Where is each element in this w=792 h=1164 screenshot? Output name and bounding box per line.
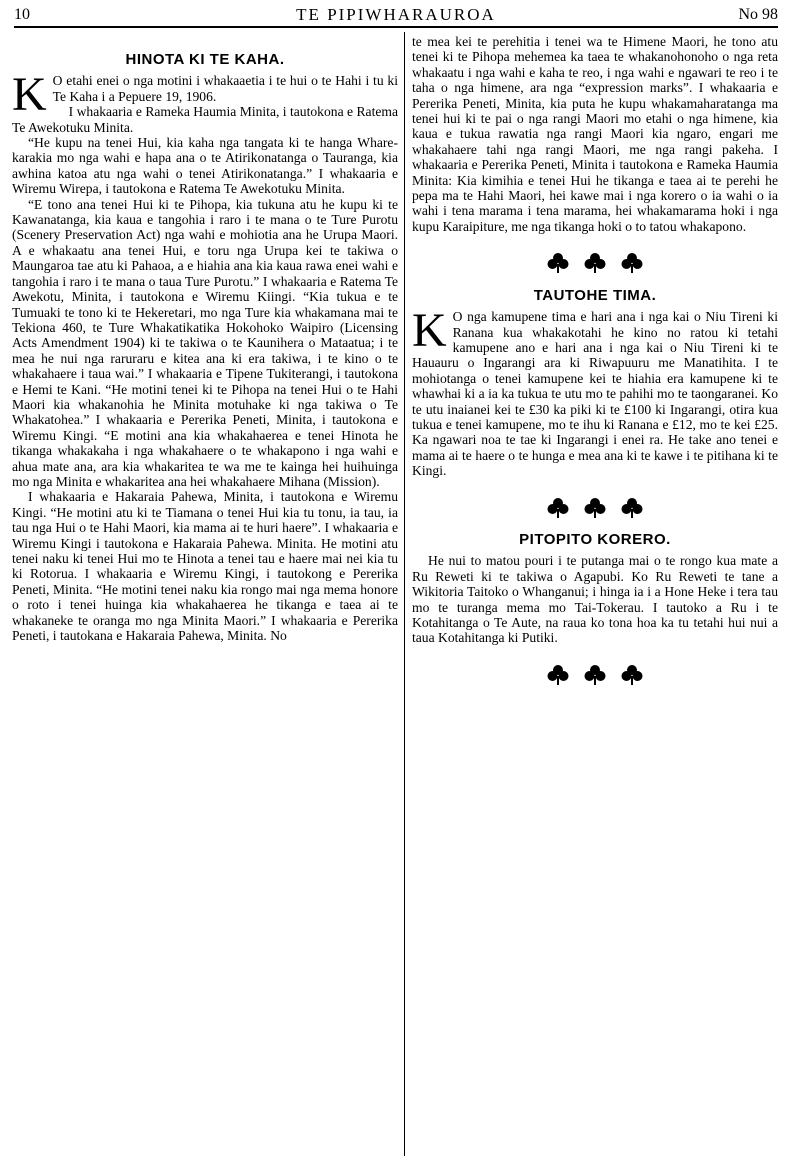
dropcap-letter: K (12, 68, 47, 122)
left-column (12, 34, 398, 643)
paragraph: “He kupu na tenei Hui, kia kaha nga tangata ki te hanga Whare-karakia mo nga wahi e hapa ana o te Atirikonatanga o Tauranga, kia awhina katoa atu nga wahi o tenei Atirikonatanga.” I whakaaria e Wiremu Wirepa, i tautokona e Ratema Te Awekotuku Minita. (12, 135, 398, 197)
paragraph: “E tono ana tenei Hui ki te Pihopa, kia tukuna atu he kupu ki te Kawanatanga, kia kaua e tangohia i raro i te mana o te Ture Purotu (Scenery Preservation Act) nga wahi e mohiotia ana he Urupa Maori. A e whakaatu ana tenei Hui, e toru nga Urupa kei te takiwa o Maungaroa tae atu ki Pahaoa, a e hiahia ana kia kaua rawa enei wahi e tangohia i raro i te mana o taua Ture Purotu.” I whakaaria e Ratema Te Awekotu, Minita, i tautokona e Wiremu Kiingi. “Kia tukua e te Tumuaki te tono ki te Hekeretari, mo nga Ture kia whakamana mai te Tekiona 460, te Ture Whakatikatika Hokohoko Waipiro (Licensing Acts Amendment 1904) ki te takiwa o te Kaunihera o Mataatua; i te mea he nui nga raruraru e kitea ana ki era takiwa, i te kino o te whakahaere i taua wai.” I whakaaria e Tipene Tukiterangi, i tautokona e Hemi te Kani. “He motini tenei ki te Pihopa na tenei Hui o te Hahi Maori kia whakanohia he Minita motuhake ki nga takiwa o Te Whakatohea.” I whakaaria e Pererika Peneti, Minita, i tautokona e Wiremu Kingi. “E motini ana kia whakahaerea e tenei Hinota he tikanga whakakaha i nga whakahaere o te whakapono i nga wahi e ahua mate ana, ara kia whakaritea te wa me te kainga hei huihuinga mo nga Minita e whakaritea ana hei whakahaere Mihana (Mission). (12, 196, 398, 489)
page-header (14, 4, 778, 28)
shamrock-icon (584, 497, 606, 519)
shamrock-icon (584, 664, 606, 686)
right-column (412, 34, 778, 699)
shamrock-icon (621, 497, 643, 519)
article-title-hinota: HINOTA KI TE KAHA. (125, 51, 285, 68)
shamrock-icon (621, 664, 643, 686)
ornament-divider (412, 664, 778, 689)
shamrock-icon (547, 497, 569, 519)
paragraph (412, 304, 778, 479)
dropcap-letter: K (412, 304, 447, 358)
shamrock-icon (547, 664, 569, 686)
paragraph: I whakaaria e Rameka Haumia Minita, i tautokona e Ratema Te Awekotuku Minita. (12, 104, 398, 135)
article-body-hinota (12, 68, 398, 644)
paragraph-text: O nga kamupene tima e hari ana i nga kai o Niu Tireni ki Ranana kua whakakotahi he kino no ratou ki tetahi kamupene ano e hari ana i nga kai o Niu Tireni ki te Hauauru o Ingarangi ara ki Riwapuuru me Manatihita. I te mohiotanga o tenei kamupene kei te hiahia era kamupene ki te whawhai ki a ia ka tukua te utu mo te pahihi mo te taongaranei. Ko te utu inaianei kei te £30 ka piki ki te £100 ki Ingarangi, otira kua tukua e tenei kamupene, mo te ihu ki Ranana e £12, mo te kei £25. Ka ngawari noa te tae ki Ingarangi i enei ra. He take ano tenei e mama ai te haere o te hunga e mea ana ki te kawe i te pitihana ki te Kingi. (412, 309, 778, 479)
newspaper-title: TE PIPIWHARAUROA (296, 5, 496, 24)
shamrock-icon (584, 252, 606, 274)
ornament-divider (412, 252, 778, 277)
paragraph: I whakaaria e Hakaraia Pahewa, Minita, i tautokona e Wiremu Kingi. “He motini atu ki te Tiamana o tenei Hui kia tu tonu, ia tau, ia tau nga Hui o te Hahi Maori, kia mama ai te huri haere”. I whakaaria e Wiremu Kingi i tautokona e Hakaraia Pahewa. Minita. He motini atu tenei naku ki tenei Hui mo te Hinota a tenei tau e haere mai nei kia tu ki Rotorua. I whakaaria e Wiremu Kingi, i tautokong e Pererika Peneti, Minita. “He motini tenei naku kia rongo mai nga mema honore o roto i tenei huinga kia whakahaerea he tikanga e taea ai te whakaneke te oranga mo nga Minita Maori.” I whakaaria e Pererika Peneti, i tautokana e Hakaraia Pahewa, Minita. No (12, 489, 398, 644)
issue-number: No 98 (738, 6, 778, 23)
article-title-pitopito: PITOPITO KORERO. (519, 530, 671, 548)
column-divider (404, 32, 405, 1156)
ornament-divider (412, 497, 778, 522)
paragraph-continued: te mea kei te perehitia i tenei wa te Himene Maori, he tono atu tenei ki te Pihopa mehemea ka taea te whakanohonoho o nga reta whakaatu i nga wahi e kaha te reo, i nga wahi e ngawari te reo i te taha o nga himene, ara nga “expression marks”. I whakaaria e Pererika Peneti, Minita, kia puta he kupu whakamaharatanga ma tenei hui ki te pai o nga rangi Maori mo etahi o nga himene, kia kaua e tukua rawatia nga rangi Maori kia ngaro, engari me whakahaere tahi nga rangi Maori, me nga rangi pakeha. I whakaaria e Pererika Peneti, Minita i tautokona e Rameka Haumia Minita: Kia kimihia e tenei Hui he tikanga e taea ai te perehi he pepa ma te Hahi Maori, hei kawe mai i nga korero o ia wahi o ia wahi i tena marama i tena marama, hei whakamarama hoki i nga kupu Karaipiture, me nga tikanga hoki o to tatou whakapono. (412, 34, 778, 234)
page-number: 10 (14, 6, 30, 23)
shamrock-icon (547, 252, 569, 274)
article-title-tautohe: TAUTOHE TIMA. (533, 286, 657, 304)
shamrock-icon (621, 252, 643, 274)
paragraph: He nui to matou pouri i te putanga mai o te rongo kua mate a Ru Reweti ki te takiwa o Agapubi. Ko Ru Reweti te tane a Wikitoria Taitoko o Whanganui; i hinga ia i a Hone Heke i tera tau mo te turanga mema mo Tai-Tokerau. I tautoko a Ru i te Kotahitanga o Te Aute, na raua ko tona hoa ka tu tetahi hui nui a taua Kotahitanga ki Putiki. (412, 553, 778, 646)
paragraph-text: O etahi enei o nga motini i whakaaetia i te hui o te Hahi i tu ki Te Kaha i a Pepuere 19, 1906. (52, 73, 398, 104)
article-body-tautohe (412, 304, 778, 479)
